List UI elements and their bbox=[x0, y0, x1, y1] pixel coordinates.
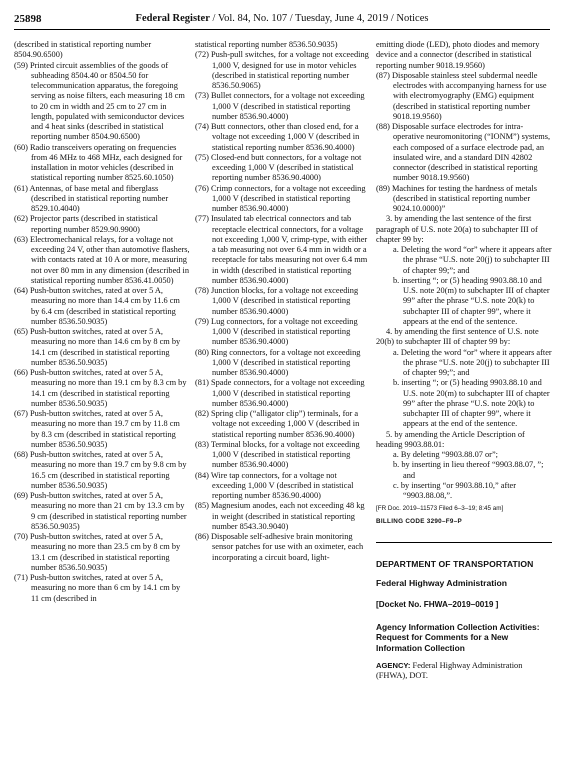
list-item: (88) Disposable surface electrodes for intra-operative neuromonitoring (“IONM”) systems, each composed of a surface electrode pad, an insulated wire, and a standard DIN 42802 connector (described in statistical reporting number 9018.19.9560) bbox=[376, 122, 551, 183]
paragraph: 5. by amending the Article Description of heading 9903.88.01: bbox=[376, 429, 525, 449]
publication-name: Federal Register bbox=[135, 13, 210, 24]
sub-paragraph: c. by inserting “or 9903.88.10,” after “9903.88.08,”. bbox=[393, 480, 517, 500]
billing-code: BILLING CODE 3290–F9–P bbox=[376, 518, 463, 526]
agency-label: AGENCY: bbox=[376, 660, 411, 670]
sub-paragraph: b. inserting “; or (5) heading 9903.88.10 and U.S. note 20(m) to subchapter III of chapter 99” after the phrase “U.S. note 20(k) to subchapter III of chapter 99”, where it appears at the end of the sentence. bbox=[393, 275, 550, 326]
list-item: (60) Radio transceivers operating on frequencies from 46 MHz to 468 MHz, each designed for installation in motor vehicles (described in statistical reporting number 8525.60.1050) bbox=[14, 142, 183, 183]
list-item: (72) Push-pull switches, for a voltage not exceeding 1,000 V, designed for use in motor vehicles (described in statistical reporting number 8536.50.9065) bbox=[195, 50, 369, 90]
list-item: (62) Projector parts (described in statistical reporting number 8529.90.9900) bbox=[14, 214, 158, 234]
list-item: (69) Push-button switches, rated at over 5 A, measuring no more than 21 cm by 13.3 cm by 9 cm (described in statistical reporting number 8536.50.9035) bbox=[14, 491, 187, 531]
list-item: (89) Machines for testing the hardness of metals (described in statistical reporting number 9024.10.0000)” bbox=[376, 183, 538, 213]
list-item: (73) Bullet connectors, for a voltage not exceeding 1,000 V (described in statistical reporting number 8536.90.4000) bbox=[195, 91, 365, 121]
sub-paragraph: a. Deleting the word “or” where it appears after the phrase “U.S. note 20(j) to subchapter III of chapter 99;”; and bbox=[393, 245, 552, 275]
column-1 bbox=[14, 40, 190, 604]
list-item: (85) Magnesium anodes, each not exceeding 48 kg in weight (described in statistical reporting number 8543.30.9040) bbox=[195, 501, 365, 531]
list-item: (70) Push-button switches, rated at over 5 A, measuring no more than 23.5 cm by 8 cm by 13.1 cm (described in statistical reporting number 8536.50.9035) bbox=[14, 532, 181, 572]
sub-paragraph: a. By deleting “9903.88.07 or”; bbox=[393, 450, 498, 459]
page-header bbox=[14, 10, 550, 30]
list-item: (61) Antennas, of base metal and fiberglass (described in statistical reporting number 8529.10.4040) bbox=[14, 183, 169, 213]
section-divider bbox=[376, 542, 552, 543]
list-item: (75) Closed-end butt connectors, for a voltage not exceeding 1,000 V (described in statistical reporting number 8536.90.4000) bbox=[195, 152, 362, 183]
column-3 bbox=[376, 40, 552, 681]
page-number: 25898 bbox=[14, 13, 42, 25]
paragraph: 3. by amending the last sentence of the first paragraph of U.S. note 20(a) to subchapter III of chapter 99 by: bbox=[376, 214, 538, 244]
list-item: (86) Disposable self-adhesive brain monitoring sensor patches for use with an oximeter, each incorporating a circuit board, light- bbox=[195, 532, 364, 562]
notice-title: Agency Information Collection Activities: Request for Comments for a New Information Collection bbox=[376, 622, 540, 653]
list-item: (82) Spring clip (“alligator clip”) terminals, for a voltage not exceeding 1,000 V (described in statistical reporting number 8536.90.4000) bbox=[195, 409, 360, 439]
list-item: (63) Electromechanical relays, for a voltage not exceeding 24 V, other than automotive flashers, with contacts rated at 10 A or more, measuring not over 80 mm in any dimension (described in statistical reporting number 8536.41.0050) bbox=[14, 234, 190, 285]
docket-number: [Docket No. FHWA–2019–0019 ] bbox=[376, 599, 499, 609]
list-item: (77) Insulated tab electrical connectors and tab receptacle electrical connectors, for a voltage not exceeding 1,000 V, crimp-type, with either a tab measuring not over 6.4 mm in width or a receptacle for tabs measuring not over 6.4 mm in width (described in statistical reporting number 8536.90.4000) bbox=[195, 214, 368, 285]
agency-text: Federal Highway Administration (FHWA), DOT. bbox=[376, 660, 523, 681]
column-2 bbox=[195, 40, 371, 563]
list-item: (78) Junction blocks, for a voltage not exceeding 1,000 V (described in statistical reporting number 8536.90.4000) bbox=[195, 286, 359, 316]
list-item: (83) Terminal blocks, for a voltage not exceeding 1,000 V (described in statistical reporting number 8536.90.4000) bbox=[195, 439, 360, 470]
issue-info: / Vol. 84, No. 107 / Tuesday, June 4, 2019 / Notices bbox=[209, 13, 429, 24]
list-item: (74) Butt connectors, other than closed end, for a voltage not exceeding 1,000 V (described in statistical reporting number 8536.90.4000) bbox=[195, 122, 360, 152]
list-item: (59) Printed circuit assemblies of the goods of subheading 8504.40 or 8504.50 for telecommunication apparatus, the foregoing serving as noise filters, each measuring 18 cm to 20 cm in width and 25 cm to 27 cm in length, populated with semiconductor devices and 4 heat sinks (described in statistical reporting number 8504.90.6500) bbox=[14, 60, 185, 142]
list-item: (84) Wire tap connectors, for a voltage not exceeding 1,000 V (described in statistical reporting number 8536.90.4000) bbox=[195, 470, 354, 500]
list-item: (71) Push-button switches, rated at over 5 A, measuring no more than 6 cm by 14.1 cm by 11 cm (described in bbox=[14, 573, 181, 603]
list-item: (66) Push-button switches, rated at over 5 A, measuring no more than 19.1 cm by 8.3 cm by 14.1 cm (described in statistical reporting number 8536.50.9035) bbox=[14, 368, 187, 408]
list-item: (87) Disposable stainless steel subdermal needle electrodes with accompanying harness for use with electromyography (EMG) equipment (described in statistical reporting number 9018.19.9560) bbox=[376, 70, 547, 121]
sub-paragraph: a. Deleting the word “or” where it appears after the phrase “U.S. note 20(j) to subchapter III of chapter 99;”; and bbox=[393, 347, 552, 377]
agency-heading: Federal Highway Administration bbox=[376, 577, 507, 588]
sub-paragraph: b. by inserting in lieu thereof “9903.88.07, ”; and bbox=[393, 460, 544, 480]
list-item: (64) Push-button switches, rated at over 5 A, measuring no more than 14.4 cm by 11.6 cm by 6.4 cm (described in statistical reporting number 8536.50.9035) bbox=[14, 286, 180, 326]
paragraph: emitting diode (LED), photo diodes and memory device and a connector (described in statistical reporting number 9018.19.9560) bbox=[376, 40, 540, 70]
running-head bbox=[14, 13, 550, 24]
list-item: (76) Crimp connectors, for a voltage not exceeding 1,000 V (described in statistical reporting number 8536.90.4000) bbox=[195, 183, 366, 213]
paragraph: 4. by amending the first sentence of U.S. note 20(b) to subchapter III of chapter 99 by: bbox=[376, 327, 539, 347]
paragraph: (described in statistical reporting number 8504.90.6500) bbox=[14, 40, 152, 60]
list-item: (79) Lug connectors, for a voltage not exceeding 1,000 V (described in statistical reporting number 8536.90.4000) bbox=[195, 316, 358, 347]
department-heading: DEPARTMENT OF TRANSPORTATION bbox=[376, 559, 534, 570]
list-item: (65) Push-button switches, rated at over 5 A, measuring no more than 14.6 cm by 8 cm by 14.1 cm (described in statistical reporting number 8536.50.9035) bbox=[14, 327, 181, 367]
agency-statement bbox=[376, 661, 552, 682]
sub-paragraph: b. inserting “; or (5) heading 9903.88.10 and U.S. note 20(m) to subchapter III of chapter 99” after the phrase “U.S. note 20(k) to subchapter III of chapter 99”, where it appears at the end of the sentence. bbox=[393, 378, 550, 429]
fr-doc-line: [FR Doc. 2019–11573 Filed 6–3–19; 8:45 am] bbox=[376, 505, 504, 513]
list-item: (68) Push-button switches, rated at over 5 A, measuring no more than 19.7 cm by 9.8 cm by 16.5 cm (described in statistical reporting number 8536.50.9035) bbox=[14, 450, 187, 490]
list-item: (81) Spade connectors, for a voltage not exceeding 1,000 V (described in statistical reporting number 8536.90.4000) bbox=[195, 378, 365, 408]
paragraph: statistical reporting number 8536.50.9035) bbox=[195, 40, 338, 49]
column-3-body bbox=[376, 40, 552, 501]
list-item: (67) Push-button switches, rated at over 5 A, measuring no more than 19.7 cm by 11.8 cm by 8.3 cm (described in statistical reporting number 8536.50.9035) bbox=[14, 409, 180, 449]
list-item: (80) Ring connectors, for a voltage not exceeding 1,000 V (described in statistical reporting number 8536.90.4000) bbox=[195, 347, 361, 377]
